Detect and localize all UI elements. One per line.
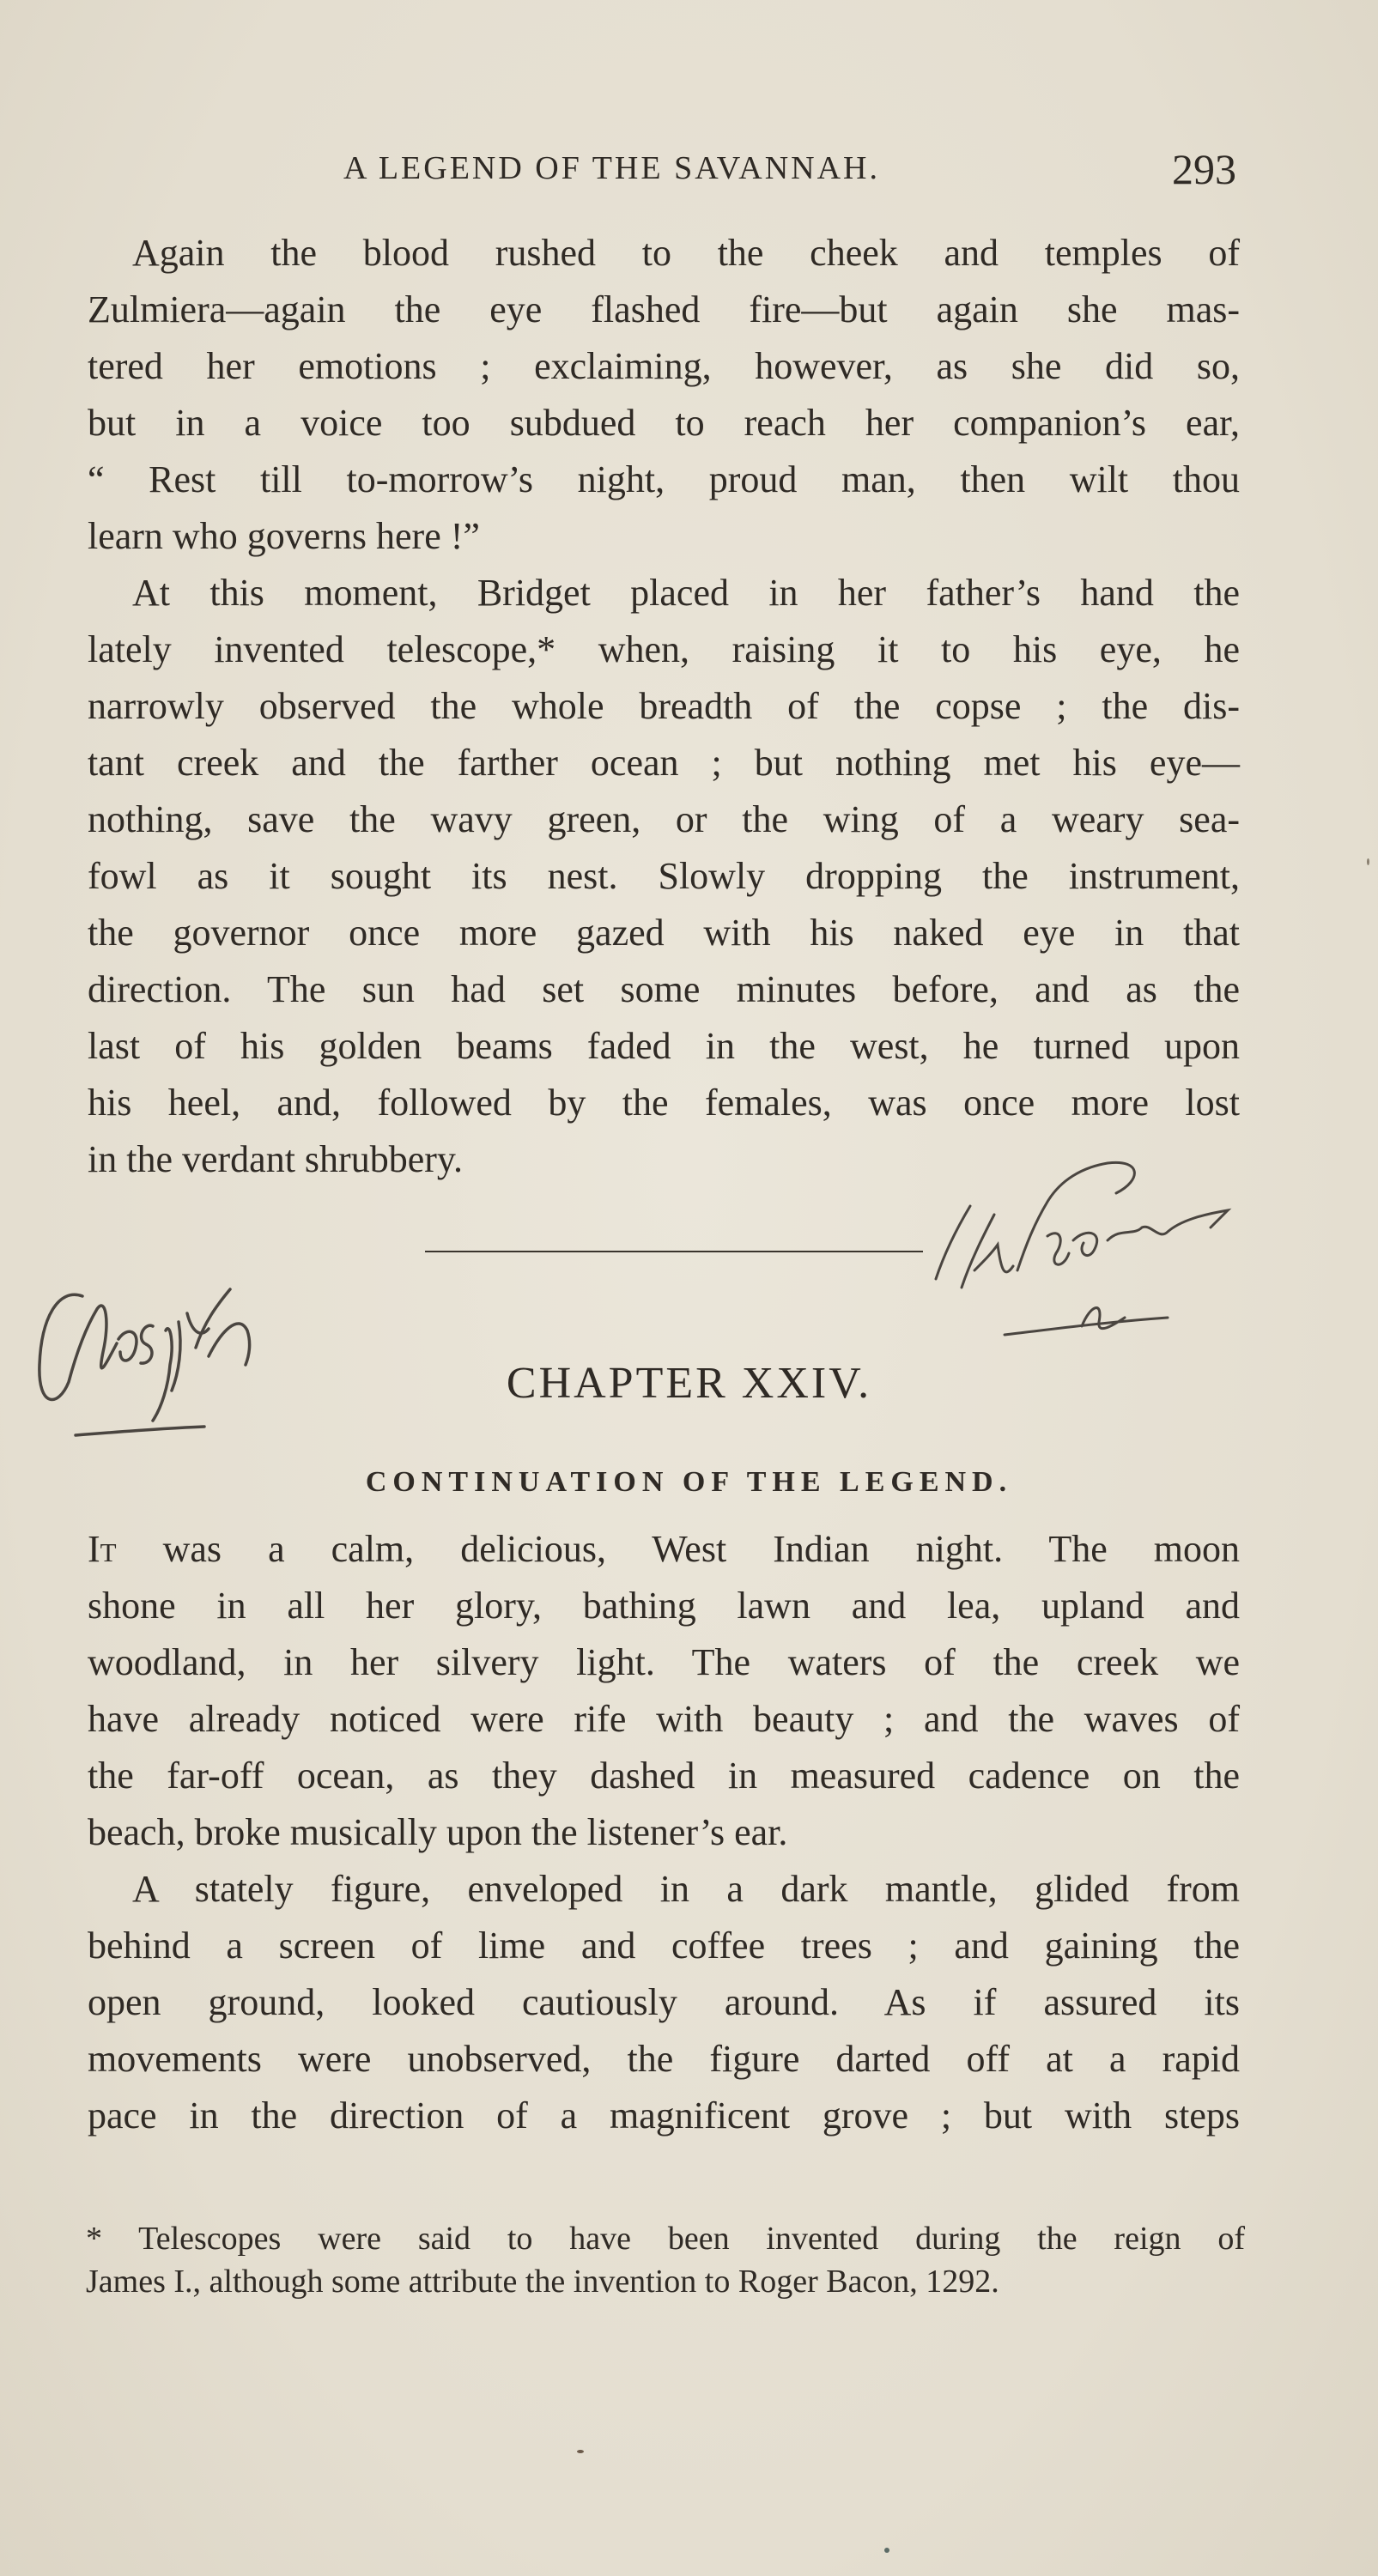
dropcap-word: It	[88, 1528, 117, 1570]
text-line: learn who governs here !”	[88, 515, 480, 557]
paper-speck	[884, 2548, 889, 2553]
text-line-first	[88, 1521, 1240, 1578]
chapter-divider-rule	[425, 1251, 923, 1252]
text-line: the far-off ocean, as they dashed in measured cadence on the	[88, 1755, 1240, 1797]
text-line: A stately figure, enveloped in a dark mantle, glided from	[132, 1868, 1240, 1910]
body-text-bottom	[88, 1521, 1240, 2144]
body-text-top	[88, 225, 1240, 1188]
paper-speck	[577, 2450, 584, 2453]
text-line: “ Rest till to-morrow’s night, proud man, then wilt thou	[88, 458, 1240, 500]
footnote	[86, 2217, 1245, 2303]
page-number: 293	[1172, 145, 1236, 193]
running-head	[343, 144, 1245, 196]
paper-speck	[1367, 858, 1369, 865]
text-line: open ground, looked cautiously around. As if assured its	[88, 1981, 1240, 2023]
text-line: Again the blood rushed to the cheek and temples of	[132, 232, 1240, 274]
text-line: behind a screen of lime and coffee trees ; and gaining the	[88, 1924, 1240, 1967]
chapter-subtitle: CONTINUATION OF THE LEGEND.	[365, 1466, 1013, 1498]
text-line: movements were unobserved, the figure darted off at a rapid	[88, 2038, 1240, 2080]
text-line: tered her emotions ; exclaiming, however, as she did so,	[88, 345, 1240, 387]
handwritten-signature-left	[24, 1236, 385, 1451]
text-line: pace in the direction of a magnificent grove ; but with steps	[88, 2094, 1240, 2137]
text-line: fowl as it sought its nest. Slowly dropping the instrument,	[88, 855, 1240, 897]
text-line: narrowly observed the whole breadth of the copse ; the dis-	[88, 685, 1240, 727]
text-line: beach, broke musically upon the listener’s ear.	[88, 1811, 788, 1853]
footnote-line: James I., although some attribute the invention to Roger Bacon, 1292.	[86, 2264, 999, 2300]
text-line: last of his golden beams faded in the west, he turned upon	[88, 1025, 1240, 1067]
text-line: nothing, save the wavy green, or the wing of a weary sea-	[88, 798, 1240, 840]
text-line: in the verdant shrubbery.	[88, 1138, 464, 1180]
text-line: the governor once more gazed with his naked eye in that	[88, 912, 1240, 954]
text-line: shone in all her glory, bathing lawn and lea, upland and	[88, 1585, 1240, 1627]
first-line-rest: was a calm, delicious, West Indian night. The moon	[116, 1528, 1240, 1570]
text-line: lately invented telescope,* when, raising it to his eye, he	[88, 628, 1240, 670]
text-line: At this moment, Bridget placed in her father’s hand the	[132, 572, 1240, 614]
running-title: A LEGEND OF THE SAVANNAH.	[343, 150, 880, 186]
chapter-title: CHAPTER XXIV.	[506, 1359, 872, 1408]
text-line: direction. The sun had set some minutes before, and as the	[88, 968, 1240, 1010]
handwritten-signature-right	[884, 1142, 1296, 1365]
text-line: woodland, in her silvery light. The waters of the creek we	[88, 1641, 1240, 1683]
text-line: have already noticed were rife with beauty ; and the waves of	[88, 1698, 1240, 1740]
text-line: but in a voice too subdued to reach her companion’s ear,	[88, 402, 1240, 444]
text-line: Zulmiera—again the eye flashed fire—but again she mas-	[88, 288, 1240, 330]
text-line: tant creek and the farther ocean ; but nothing met his eye—	[88, 742, 1240, 784]
text-line: his heel, and, followed by the females, was once more lost	[88, 1082, 1240, 1124]
footnote-line: * Telescopes were said to have been invented during the reign of	[86, 2221, 1245, 2257]
